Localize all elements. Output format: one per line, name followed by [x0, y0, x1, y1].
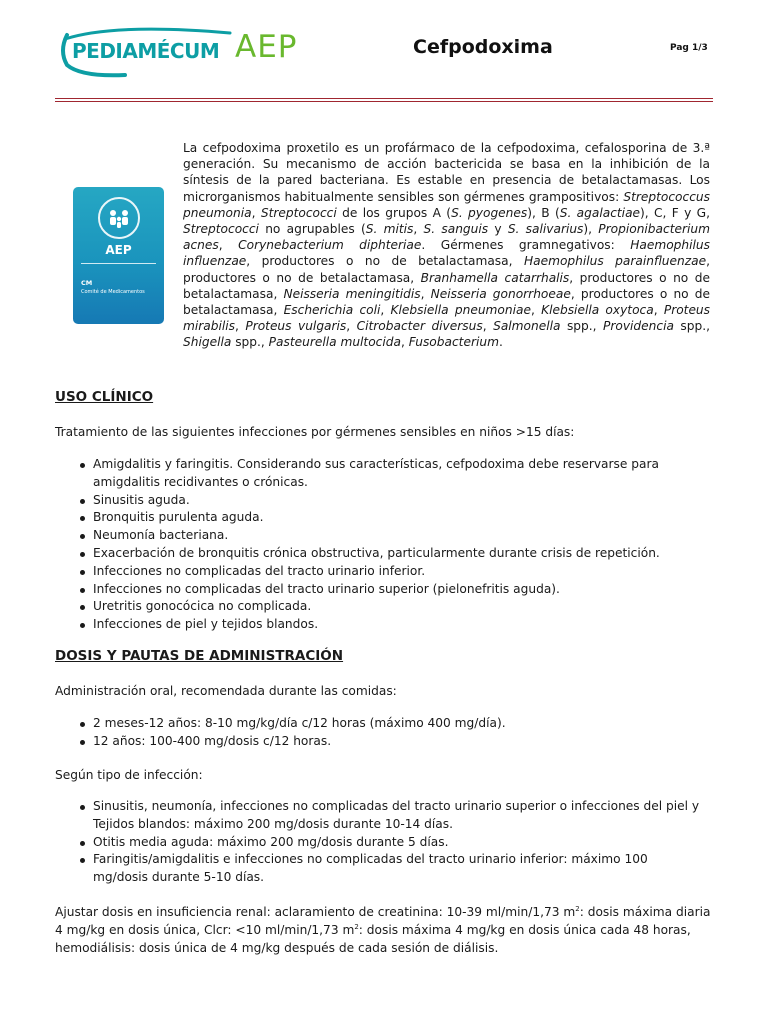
- dosis-age-list: [55, 715, 705, 751]
- logo-aep: AEP: [235, 29, 298, 65]
- page-number: Pag 1/3: [670, 43, 708, 53]
- header-rule: [55, 101, 713, 102]
- badge-cm-label: CM: [81, 279, 93, 287]
- list-item: Uretritis gonocócica no complicada.: [93, 598, 705, 616]
- page-title: Cefpodoxima: [413, 36, 553, 58]
- dosis-infection-lead: Según tipo de infección:: [55, 768, 203, 782]
- cm-aep-badge: [73, 187, 164, 324]
- badge-divider: [81, 263, 156, 264]
- intro-paragraph: La cefpodoxima proxetilo es un profármaco de la cefpodoxima, cefalosporina de 3.ª generación. Su mecanismo de acción bactericida se basa en la inhibición de la síntesis de la pared bacteriana. Es estable en presencia de betalactamasas. Los microrganismos habitualmente sensibles son gérmenes grampositivos: Streptococcus pneumonia, Streptococci de los grupos A (S. pyogenes), B (S. agalactiae), C, F y G, Streptococci no agrupables (S. mitis, S. sanguis y S. salivarius), Propionibacterium acnes, Corynebacterium diphteriae. Gérmenes gramnegativos: Haemophilus influenzae, productores o no de betalactamasa, Haemophilus parainfluenzae, productores o no de betalactamasa, Branhamella catarrhalis, productores o no de betalactamasa, Neisseria meningitidis, Neisseria gonorrhoeae, productores o no de betalactamasa, Escherichia coli, Klebsiella pneumoniae, Klebsiella oxytoca, Proteus mirabilis, Proteus vulgaris, Citrobacter diversus, Salmonella spp., Providencia spp., Shigella spp., Pasteurella multocida, Fusobacterium.: [183, 141, 711, 350]
- list-item: Exacerbación de bronquitis crónica obstructiva, particularmente durante crisis de repetición.: [93, 545, 705, 563]
- section-title-uso-clinico: USO CLÍNICO: [55, 389, 154, 405]
- list-item: Sinusitis aguda.: [93, 492, 705, 510]
- family-figures-icon: [100, 199, 138, 237]
- list-item: Otitis media aguda: máximo 200 mg/dosis durante 5 días.: [93, 834, 705, 852]
- pediamecum-logo: [55, 25, 300, 79]
- dosis-lead-text: Administración oral, recomendada durante las comidas:: [55, 684, 397, 698]
- list-item: Neumonía bacteriana.: [93, 527, 705, 545]
- uso-lead-text: Tratamiento de las siguientes infecciones por gérmenes sensibles en niños >15 días:: [55, 425, 575, 439]
- list-item: Amigdalitis y faringitis. Considerando sus características, cefpodoxima debe reservarse para amigdalitis recidivantes o crónicas.: [93, 456, 705, 492]
- badge-comite-label: Comité de Medicamentos: [81, 289, 145, 295]
- header-rule: [55, 98, 713, 99]
- uso-indications-list: [55, 456, 705, 634]
- list-item: 2 meses-12 años: 8-10 mg/kg/día c/12 horas (máximo 400 mg/día).: [93, 715, 705, 733]
- page-header: [55, 25, 715, 85]
- list-item: Infecciones de piel y tejidos blandos.: [93, 616, 705, 634]
- family-emblem-icon: [98, 197, 140, 239]
- badge-aep-label: AEP: [105, 243, 132, 257]
- list-item: Sinusitis, neumonía, infecciones no complicadas del tracto urinario superior o infecciones del piel y Tejidos blandos: máximo 200 mg/dosis durante 10-14 días.: [93, 798, 705, 834]
- list-item: Bronquitis purulenta aguda.: [93, 509, 705, 527]
- list-item: Infecciones no complicadas del tracto urinario superior (pielonefritis aguda).: [93, 581, 705, 599]
- list-item: Infecciones no complicadas del tracto urinario inferior.: [93, 563, 705, 581]
- logo-text: PEDIAMÉCUM: [72, 39, 220, 63]
- list-item: 12 años: 100-400 mg/dosis c/12 horas.: [93, 733, 705, 751]
- renal-adjustment-text: Ajustar dosis en insuficiencia renal: aclaramiento de creatinina: 10-39 ml/min/1,73 $m^2$: dosis máxima diaria 4 mg/kg en dosis única, Clcr: <10 ml/min/1,73 $m^2$: dosis máxima 4 mg/kg en dosis única cada 48 horas, hemodiálisis: dosis única de 4 mg/kg después de cada sesión de diálisis.: [55, 904, 711, 955]
- list-item: Faringitis/amigdalitis e infecciones no complicadas del tracto urinario inferior: máximo 100 mg/dosis durante 5-10 días.: [93, 851, 705, 887]
- dosis-infection-list: [55, 798, 705, 887]
- section-title-dosis: DOSIS Y PAUTAS DE ADMINISTRACIÓN: [55, 648, 344, 664]
